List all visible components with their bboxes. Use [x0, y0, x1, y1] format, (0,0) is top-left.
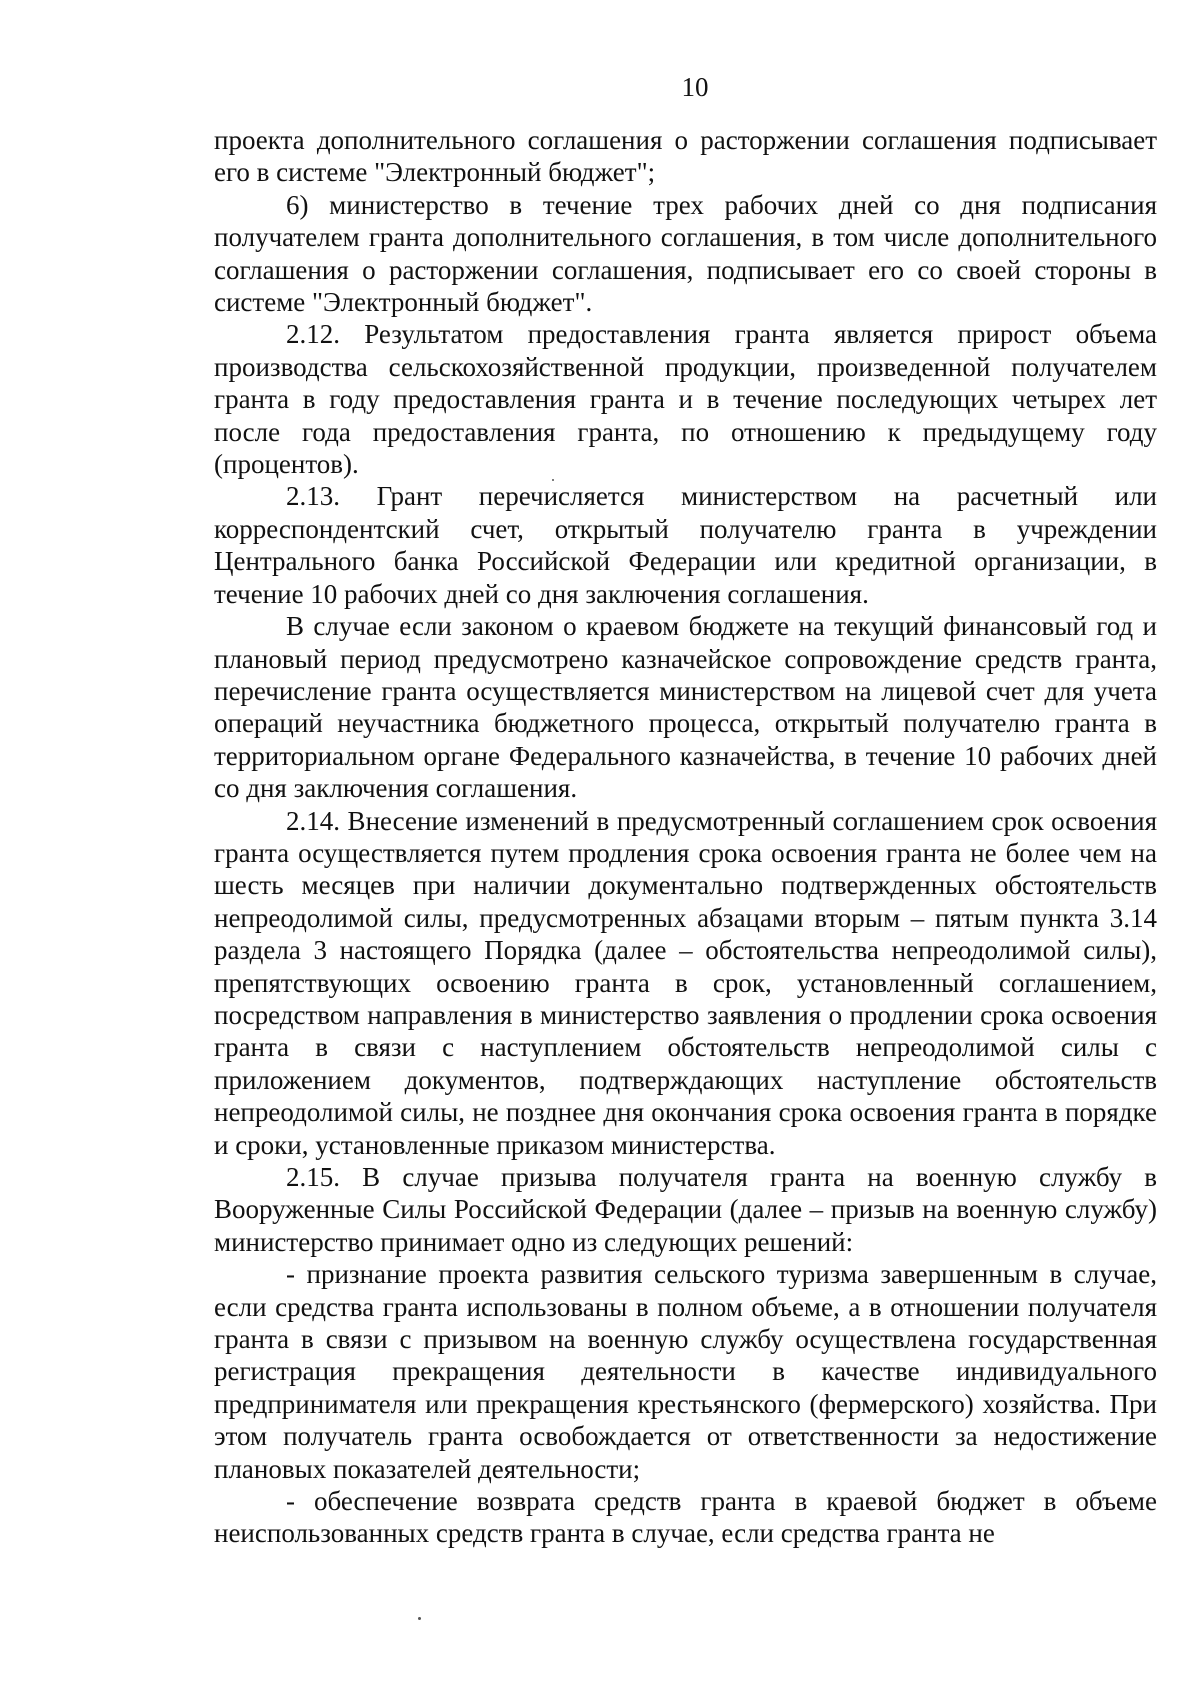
paragraph-2-15: 2.15. В случае призыва получателя гранта на военную службу в Вооруженные Силы Российской Федерации (далее – призыв на военную службу) министерство принимает одно из следующих решений:: [214, 1162, 1157, 1257]
paragraph-continuation: проекта дополнительного соглашения о расторжении соглашения подписывает его в системе "Электронный бюджет";: [214, 125, 1157, 188]
paragraph-treasury-support: В случае если законом о краевом бюджете на текущий финансовый год и плановый период предусмотрено казначейское сопровождение средств гранта, перечисление гранта осуществляется министерством на лицевой счет для учета операций неучастника бюджетного процесса, открытый получателю гранта в территориальном органе Федерального казначейства, в течение 10 рабочих дней со дня заключения соглашения.: [214, 611, 1157, 804]
paragraph-item-6: 6) министерство в течение трех рабочих дней со дня подписания получателем гранта дополнительного соглашения, в том числе дополнительного соглашения о расторжении соглашения, подписывает его со своей стороны в системе "Электронный бюджет".: [214, 189, 1157, 318]
paragraph-2-12: 2.12. Результатом предоставления гранта является прирост объема производства сельскохозяйственной продукции, произведенной получателем гранта в году предоставления гранта и в течение последующих четырех лет после года предоставления гранта, по отношению к предыдущему году (процентов).: [214, 319, 1157, 480]
paragraph-decision-return: - обеспечение возврата средств гранта в краевой бюджет в объеме неиспользованных средств гранта в случае, если средства гранта не: [214, 1486, 1157, 1549]
paragraph-2-14: 2.14. Внесение изменений в предусмотренный соглашением срок освоения гранта осуществляется путем продления срока освоения гранта не более чем на шесть месяцев при наличии документально подтвержденных обстоятельств непреодолимой силы, предусмотренных абзацами вторым – пятым пункта 3.14 раздела 3 настоящего Порядка (далее – обстоятельства непреодолимой силы), препятствующих освоению гранта в срок, установленный соглашением, посредством направления в министерство заявления о продлении срока освоения гранта в связи с наступлением обстоятельств непреодолимой силы с приложением документов, подтверждающих наступление обстоятельств непреодолимой силы, не позднее дня окончания срока освоения гранта в порядке и сроки, установленные приказом министерства.: [214, 805, 1157, 1160]
page-number: 10: [681, 72, 709, 102]
paragraph-2-13: 2.13. Грант перечисляется министерством на расчетный или корреспондентский счет, открытый получателю гранта в учреждении Центрального банка Российской Федерации или кредитной организации, в течение 10 рабочих дней со дня заключения соглашения.: [214, 481, 1157, 609]
document-body: [214, 124, 1157, 1550]
scan-artifact-dot: [552, 479, 554, 481]
paragraph-decision-completion: - признание проекта развития сельского туризма завершенным в случае, если средства гранта использованы в полном объеме, а в отношении получателя гранта в связи с призывом на военную службу осуществлена государственная регистрация прекращения деятельности в качестве индивидуального предпринимателя или прекращения крестьянского (фермерского) хозяйства. При этом получатель гранта освобождается от ответственности за недостижение плановых показателей деятельности;: [214, 1259, 1157, 1484]
scan-artifact-dot: [418, 1617, 421, 1620]
